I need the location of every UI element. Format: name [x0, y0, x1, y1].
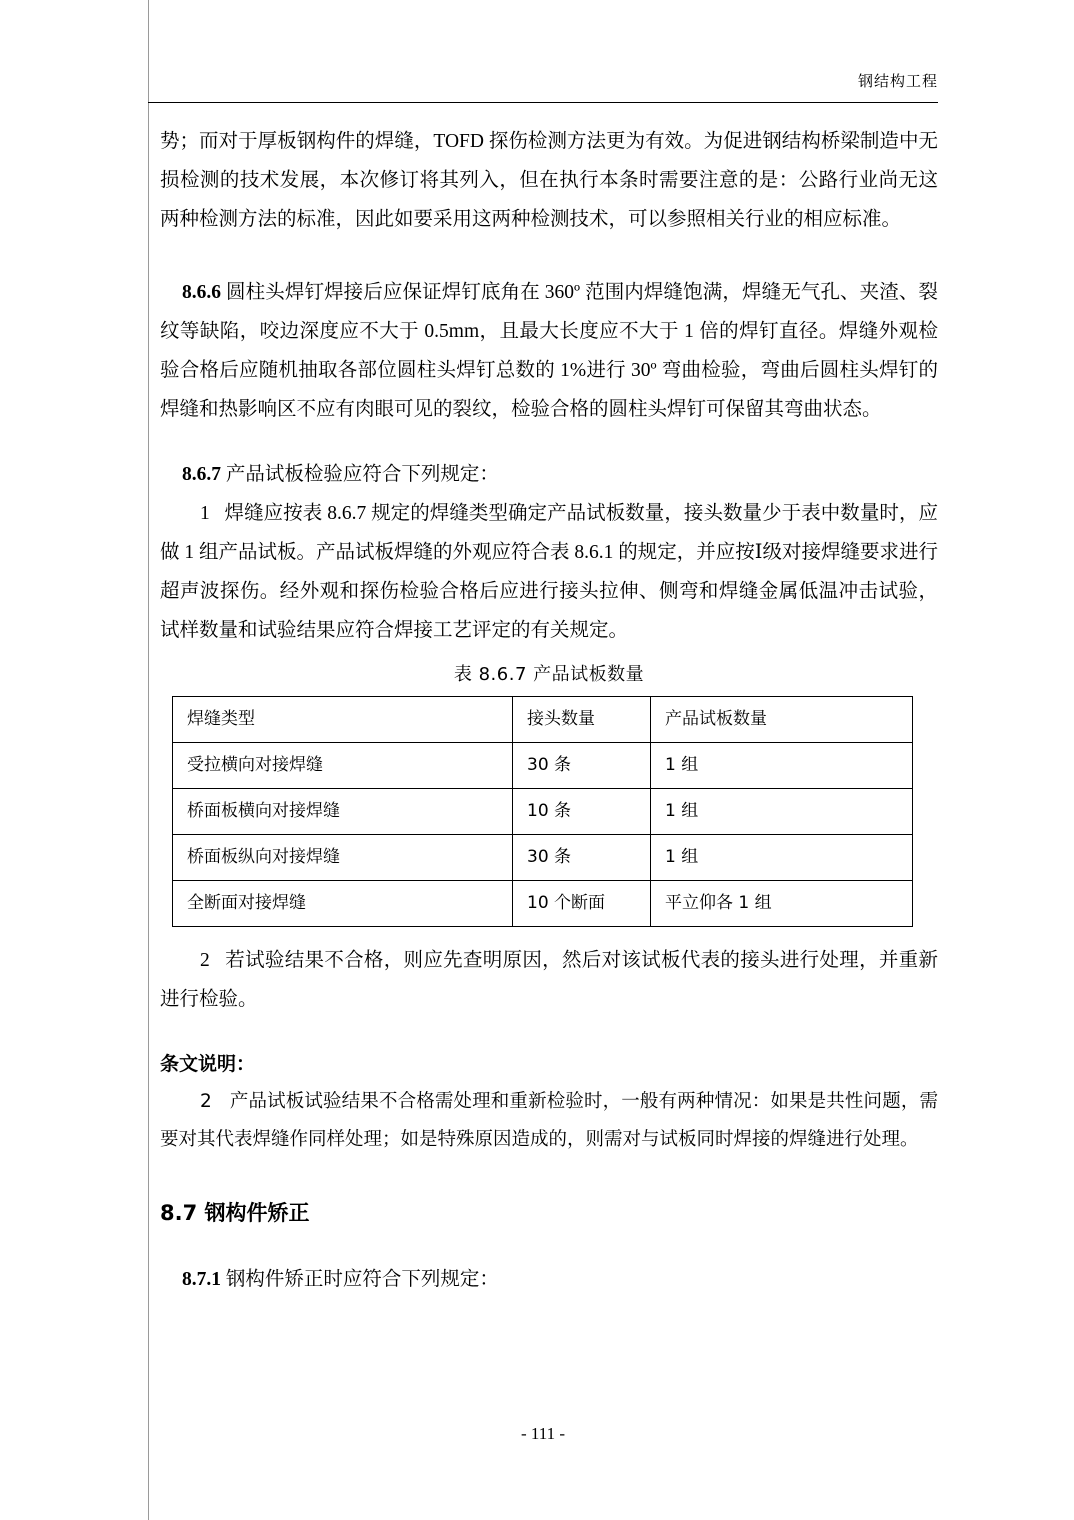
clause-8-6-7-text: 产品试板检验应符合下列规定：: [225, 464, 499, 485]
spacer: [160, 1159, 938, 1193]
paragraph-continued: 势；而对于厚板钢构件的焊缝，TOFD 探伤检测方法更为有效。为促进钢结构桥梁制造中无损检测的技术发展，本次修订将其列入，但在执行本条时需要注意的是：公路行业尚无这两种检测方法的标准，因此如要采用这两种检测技术，可以参照相关行业的相应标准。: [160, 131, 938, 230]
spacer: [160, 239, 938, 273]
table-row: [173, 743, 913, 789]
table-header-row: [173, 697, 913, 743]
table-row: [173, 835, 913, 881]
explanation-item-2-text: 产品试板试验结果不合格需处理和重新检验时，一般有两种情况：如果是共性问题，需要对其代表焊缝作同样处理；如是特殊原因造成的，则需对与试板同时焊接的焊缝进行处理。: [160, 1091, 938, 1150]
page-header: 钢结构工程: [857, 72, 938, 90]
list-item-1-number: 1: [200, 503, 210, 524]
table-caption: 表 8.6.7 产品试板数量: [453, 664, 645, 685]
explanation-title: 条文说明：: [160, 1053, 256, 1075]
spacer: [160, 1233, 938, 1259]
table-cell: 受拉横向对接焊缝: [173, 743, 513, 789]
table-cell: 10 条: [513, 789, 651, 835]
table-cell: 1 组: [651, 835, 913, 881]
clause-8-6-7-number: 8.6.7: [182, 464, 221, 485]
explanation-item-2: [160, 1083, 938, 1159]
clause-8-6-7: [160, 455, 938, 494]
table-cell: 1 组: [651, 789, 913, 835]
table-cell: 平立仰各 1 组: [651, 881, 913, 927]
table-cell: 30 条: [513, 743, 651, 789]
section-heading-8-7: 8.7 钢构件矫正: [160, 1201, 310, 1225]
clause-8-7-1-text: 钢构件矫正时应符合下列规定：: [225, 1267, 499, 1290]
table-row: [173, 789, 913, 835]
explanation-item-2-number: 2: [200, 1091, 212, 1112]
table-header-cell: 产品试板数量: [651, 697, 913, 743]
table-cell: 1 组: [651, 743, 913, 789]
clause-8-7-1-number: 8.7.1: [182, 1269, 221, 1290]
page-content: [160, 122, 938, 1299]
header-divider: [148, 102, 938, 103]
list-item-2-number: 2: [200, 950, 210, 971]
clause-8-6-6: [160, 273, 938, 429]
table-cell: 桥面板横向对接焊缝: [173, 789, 513, 835]
table-cell: 全断面对接焊缝: [173, 881, 513, 927]
table-cell: 桥面板纵向对接焊缝: [173, 835, 513, 881]
left-margin-rule: [148, 0, 149, 1520]
list-item-1-text: 焊缝应按表 8.6.7 规定的焊缝类型确定产品试板数量，接头数量少于表中数量时，应做 1 组产品试板。产品试板焊缝的外观应符合表 8.6.1 的规定，并应按Ⅰ级对接焊缝要求进行超声波探伤。经外观和探伤检验合格后应进行接头拉伸、侧弯和焊缝金属低温冲击试验，试样数量和试验结果应符合焊接工艺评定的有关规定。: [160, 503, 938, 641]
list-item-1: [160, 494, 938, 650]
table-cell: 30 条: [513, 835, 651, 881]
page-footer: - 111 -: [520, 1424, 566, 1443]
table-header-cell: 接头数量: [513, 697, 651, 743]
list-item-2: [160, 941, 938, 1019]
table-row: [173, 881, 913, 927]
table-cell: 10 个断面: [513, 881, 651, 927]
list-item-2-text: 若试验结果不合格，则应先查明原因，然后对该试板代表的接头进行处理，并重新进行检验。: [160, 950, 938, 1010]
product-test-plate-table: [172, 696, 913, 927]
spacer: [160, 927, 938, 941]
clause-8-7-1: [160, 1259, 938, 1299]
table-header-cell: 焊缝类型: [173, 697, 513, 743]
clause-8-6-6-text: 圆柱头焊钉焊接后应保证焊钉底角在 360º 范围内焊缝饱满，焊缝无气孔、夹渣、裂纹等缺陷，咬边深度应不大于 0.5mm，且最大长度应不大于 1 倍的焊钉直径。焊缝外观检验合格后应随机抽取各部位圆柱头焊钉总数的 1%进行 30º 弯曲检验，弯曲后圆柱头焊钉的焊缝和热影响区不应有肉眼可见的裂纹，检验合格的圆柱头焊钉可保留其弯曲状态。: [160, 282, 939, 420]
spacer: [160, 1019, 938, 1045]
clause-8-6-6-number: 8.6.6: [182, 282, 221, 303]
spacer: [160, 429, 938, 455]
